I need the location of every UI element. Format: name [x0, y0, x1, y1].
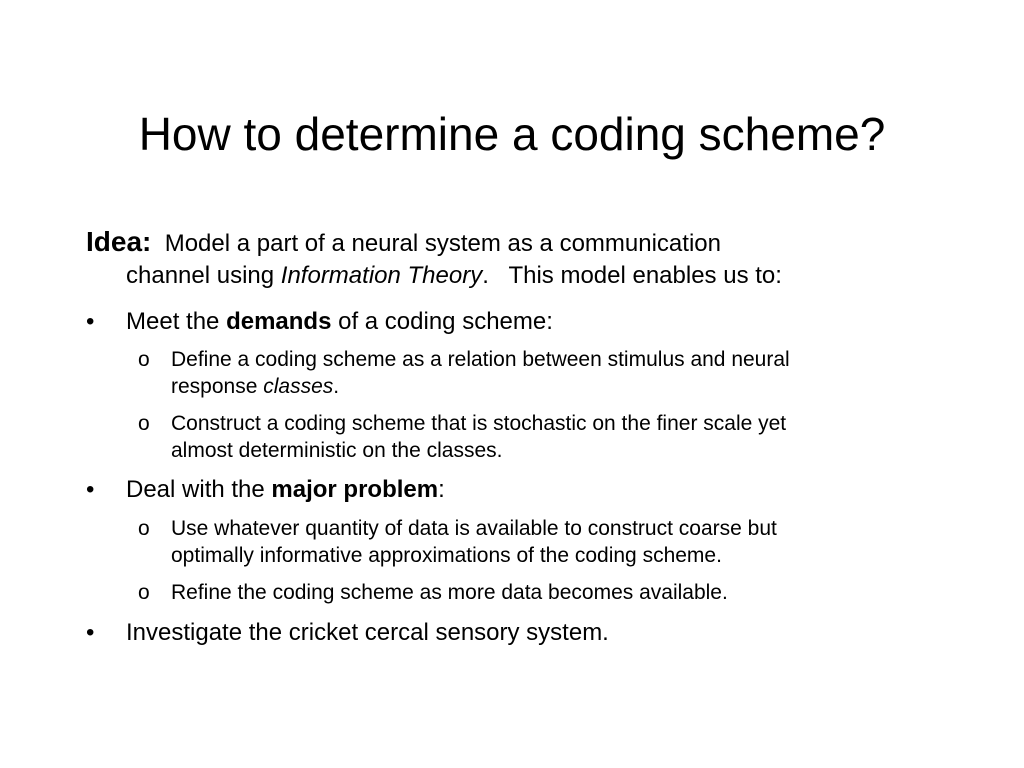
idea-text-2a: channel using: [126, 262, 281, 289]
idea-text-1: Model a part of a neural system as a communication: [164, 230, 721, 257]
sub-bullet-marker: o: [138, 348, 150, 371]
bullet-marker: •: [86, 308, 95, 335]
sub-bullet-line-1: Define a coding scheme as a relation between stimulus and neural: [171, 348, 790, 371]
sub-bullet-line-1: Refine the coding scheme as more data becomes available.: [171, 581, 728, 604]
idea-paragraph: [86, 226, 986, 292]
bullet-bold: major problem: [271, 476, 439, 503]
sub-bullet-line-1: Construct a coding scheme that is stochastic on the finer scale yet: [171, 412, 787, 435]
idea-emphasis: Information Theory: [280, 262, 483, 289]
bullet-text-pre: Deal with the: [126, 476, 272, 503]
sub-bullet-text-post: .: [333, 375, 340, 398]
idea-line-1: [86, 226, 986, 260]
sub-bullet-marker: o: [138, 581, 150, 604]
sub-bullet-line-2: almost deterministic on the classes.: [171, 439, 503, 462]
sub-bullet-text: [171, 410, 941, 464]
bullet-text-post: :: [438, 476, 445, 503]
idea-text-2b: . This model enables us to:: [482, 262, 782, 289]
bullet-marker: •: [86, 476, 95, 503]
bullet-text: [126, 474, 445, 506]
sub-bullet-text: [171, 579, 941, 606]
bullet-bold: demands: [226, 308, 332, 335]
bullet-text-pre: Meet the: [126, 308, 227, 335]
idea-label: Idea:: [86, 226, 152, 257]
sub-bullet-line-2: optimally informative approximations of the coding scheme.: [171, 544, 722, 567]
sub-bullet-line-2: [171, 373, 941, 400]
sub-bullet-text: [171, 515, 941, 569]
bullet-text: [126, 306, 553, 338]
sub-bullet-emphasis: classes: [263, 375, 334, 398]
sub-bullet-marker: o: [138, 412, 150, 435]
sub-bullet-text: [171, 346, 941, 400]
bullet-text: Investigate the cricket cercal sensory system.: [126, 619, 609, 646]
slide-title: How to determine a coding scheme?: [138, 108, 886, 160]
bullet-text-post: of a coding scheme:: [331, 308, 553, 335]
sub-bullet-marker: o: [138, 517, 150, 540]
sub-bullet-text-pre: response: [171, 375, 264, 398]
bullet-marker: •: [86, 619, 95, 646]
sub-bullet-line-1: Use whatever quantity of data is available to construct coarse but: [171, 517, 777, 540]
idea-line-2: [86, 260, 986, 292]
